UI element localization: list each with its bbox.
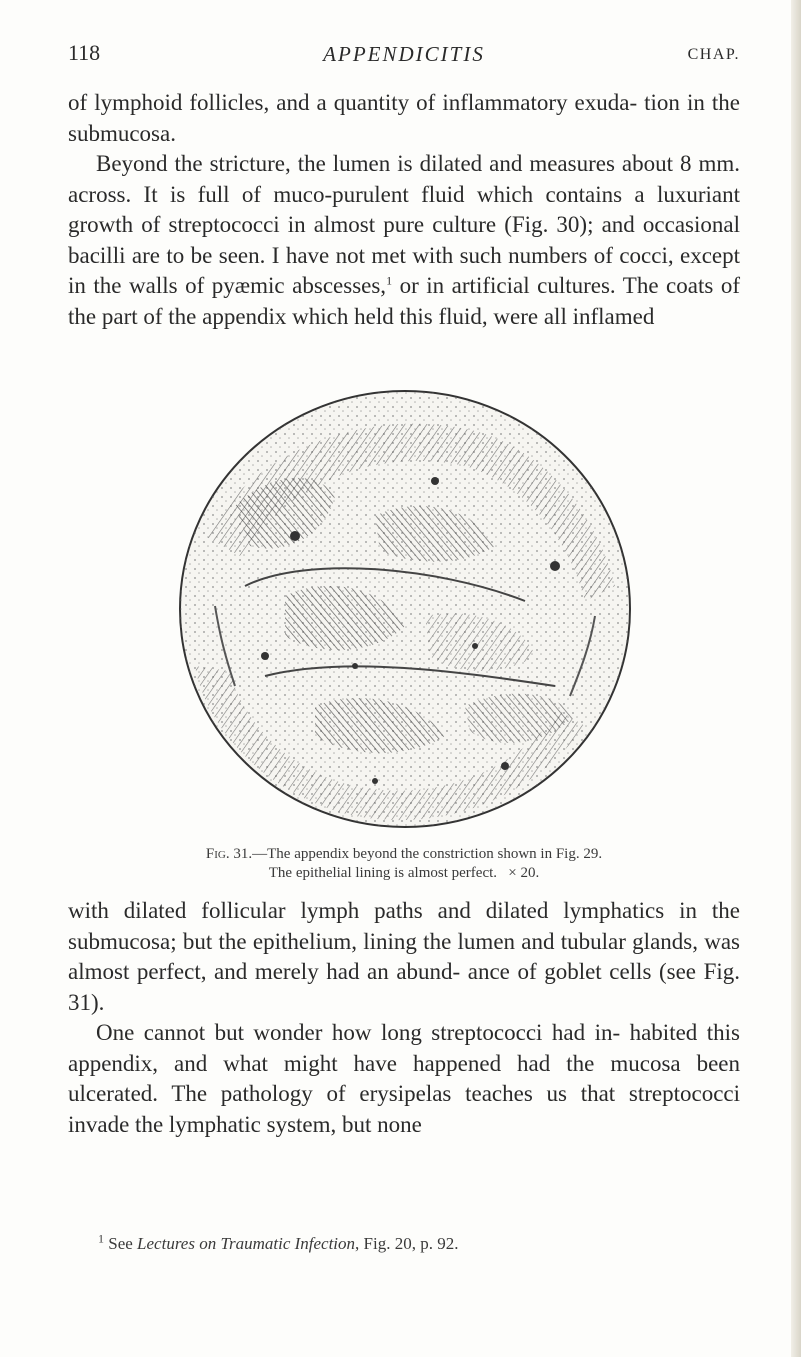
figure-caption-line-2 [68,864,740,883]
micrograph-figure [175,386,635,832]
figure-caption-line-1 [68,845,740,864]
page-edge [791,0,801,1357]
running-head [68,40,740,74]
text-line: tubular glands, was almost perfect, and merely had an abund- [68,928,741,984]
text-line: Beyond the stricture, the lumen is dilated and measures [96,151,615,176]
footnote [98,1231,459,1254]
magnification: × 20. [508,865,540,881]
text-line: us that streptococci invade the lymphatic system, but none [68,1081,741,1137]
caption-text: The epithelial lining is almost perfect. [268,865,498,881]
page-number: 118 [68,40,101,65]
text-line: the mucosa been ulcerated. The pathology of erysipelas teaches [68,1050,740,1106]
chapter-abbrev: CHAP. [687,46,740,63]
micrograph-illustration [175,386,635,832]
text-line: of lymphoid follicles, and a quantity of inflammatory exuda- [68,90,638,115]
footnote-prefix: See [108,1234,138,1253]
footnote-suffix: , Fig. 20, p. 92. [355,1234,459,1253]
text-line: One cannot but wonder how long streptococci had in- [96,1020,621,1045]
text-line: have not met with such numbers of cocci, except in the walls [68,242,741,298]
paragraph-top [68,88,740,332]
text-line: with dilated follicular lymph paths and dilated lymphatics in [68,898,697,923]
text-line: habited this appendix, and what might have happened had [68,1020,740,1076]
text-line: contains a luxuriant growth of streptococci in almost pure [68,181,740,237]
text-line: of pyæmic abscesses, [185,273,387,298]
figure-label: Fig. 31. [205,846,253,862]
text-line: ance of goblet cells (see Fig. 31). [68,959,740,1015]
text-line: part of the appendix which held this fluid, were all inflamed [101,303,655,329]
caption-text: —The appendix beyond the constriction shown in Fig. 29. [252,846,603,862]
text-line: the submucosa; but the epithelium, lining the lumen and [68,898,741,954]
text-line: or in artificial cultures. The coats of the [68,273,740,329]
footnote-work-title: Lectures on Traumatic Infection [137,1234,356,1253]
footnote-number: 1 [98,1231,104,1246]
paragraph-bottom [68,896,740,1140]
footnote-marker: 1 [386,273,393,288]
text-line: culture (Fig. 30); and occasional bacilli are to be seen. I [68,212,740,268]
text-line: tion in the submucosa. [68,90,740,146]
text-line: about 8 mm. across. It is full of muco-purulent fluid which [68,151,740,207]
running-title: APPENDICITIS [323,42,485,66]
